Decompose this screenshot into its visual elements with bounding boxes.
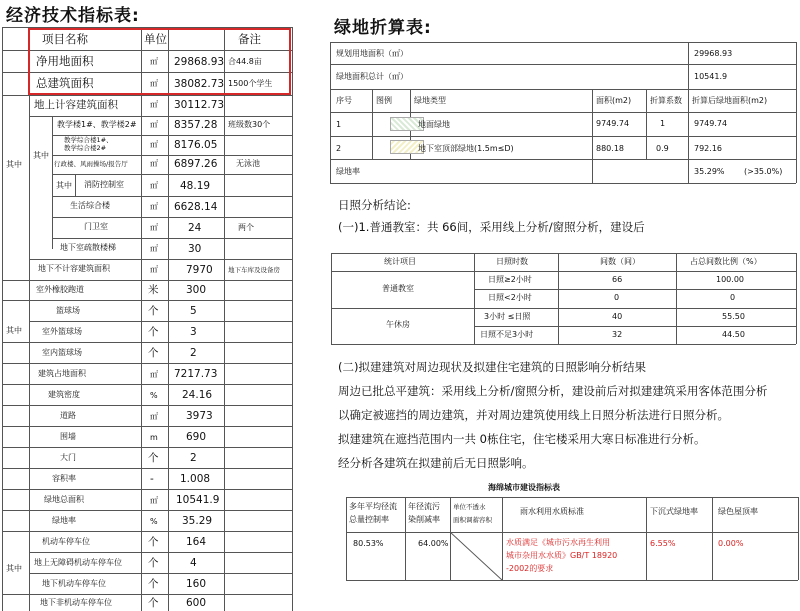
admin-label: 行政楼、风雨操场/报告厅 — [54, 160, 128, 168]
complex-label2: 教学综合楼2# — [64, 144, 107, 152]
net-land-note: 合44.8亩 — [228, 57, 262, 66]
empty-cell-diagonal — [450, 532, 502, 580]
para-line: 拟建建筑在遮挡范围内一共 0栋住宅，住宅楼采用大寒日标准进行分析。 — [338, 432, 706, 446]
unit: 个 — [148, 326, 159, 338]
admin-value: 6897.26 — [174, 158, 218, 170]
unit: ㎡ — [150, 412, 158, 421]
unit: 个 — [148, 578, 159, 590]
cars-label: 机动车停车位 — [42, 537, 90, 546]
unit: ㎡ — [150, 57, 158, 66]
green-total-label: 绿地面积总计（㎡） — [336, 72, 408, 81]
para-line: 经分析各建筑在拟建前后无日照影响。 — [338, 456, 534, 470]
teach-note: 班级数30个 — [228, 120, 271, 129]
row-coef: 0.9 — [656, 144, 669, 153]
complex-value: 8176.05 — [174, 139, 218, 151]
unit: 个 — [148, 557, 159, 569]
sun-hours: 3小时 ≤日照 — [484, 312, 531, 321]
life-label: 生活综合楼 — [70, 201, 110, 210]
sun-ratio: 0 — [730, 293, 736, 302]
sponge-col3b: 面积调蓄容积 — [453, 516, 492, 524]
sun-hours: 日照<2小时 — [488, 293, 532, 302]
wall-label: 围墙 — [60, 432, 76, 441]
econ-title: 经济技术指标表: — [6, 6, 140, 26]
unit: % — [150, 517, 158, 526]
under-label: 地下不计容建筑面积 — [38, 264, 110, 273]
road-label: 道路 — [60, 411, 76, 420]
sun-title: 日照分析结论: — [338, 198, 411, 212]
row-no: 2 — [336, 144, 342, 153]
sponge-v4c: -2002的要求 — [506, 564, 554, 573]
teach-value: 8357.28 — [174, 119, 218, 131]
sun-count: 66 — [612, 275, 623, 284]
unit: - — [150, 473, 154, 485]
non-motor-label: 地下非机动车停车位 — [40, 598, 112, 607]
guard-note: 两个 — [238, 223, 254, 232]
teach-label: 教学楼1#、教学楼2# — [57, 120, 137, 129]
qizhong-2: 其中 — [33, 151, 49, 160]
total-area-label: 总建筑面积 — [36, 76, 94, 90]
net-land-label: 净用地面积 — [36, 54, 94, 68]
col-coef: 折算系数 — [650, 96, 682, 105]
col-area: 面积(m2) — [596, 96, 632, 105]
far-value: 1.008 — [180, 473, 211, 485]
above-label: 地上计容建筑面积 — [34, 99, 118, 111]
sun-col-item: 统计项目 — [384, 257, 416, 266]
sponge-v4a: 水质满足《城市污水再生利用 — [506, 538, 610, 547]
in-basket-label: 室内篮球场 — [42, 348, 82, 357]
track-value: 300 — [186, 284, 207, 296]
sun-col-hours: 日照时数 — [496, 257, 528, 266]
cars-value: 164 — [186, 536, 207, 548]
col-no: 序号 — [336, 96, 352, 105]
footprint-value: 7217.73 — [174, 368, 218, 380]
para-line: 周边已批总平建筑：采用线上分析/窗照分析，建设前后对拟建建筑采用客体范围分析 — [338, 384, 768, 398]
basket-value: 5 — [190, 305, 197, 317]
unit: ㎡ — [150, 79, 158, 88]
sun-item: 普通教室 — [382, 284, 414, 293]
density-label: 建筑密度 — [48, 390, 80, 399]
col-type: 绿地类型 — [414, 96, 446, 105]
col-unit: 单位 — [144, 32, 167, 46]
sun-hours: 日照≥2小时 — [488, 275, 532, 284]
unit: ㎡ — [150, 202, 158, 211]
col-after: 折算后绿地面积(m2) — [692, 96, 768, 105]
unit: ㎡ — [150, 181, 158, 190]
life-value: 6628.14 — [174, 201, 218, 213]
green-label: 绿地总面积 — [44, 495, 84, 504]
sponge-col2b: 染削减率 — [408, 515, 440, 524]
guard-label: 门卫室 — [84, 222, 108, 231]
row-coef: 1 — [660, 119, 666, 128]
unit: ㎡ — [150, 370, 158, 379]
qizhong-4: 其中 — [6, 326, 22, 335]
evac-value: 30 — [188, 243, 202, 255]
sun-ratio: 55.50 — [722, 312, 745, 321]
unit: m — [150, 433, 158, 442]
wall-value: 690 — [186, 431, 207, 443]
row-after: 9749.74 — [694, 119, 728, 128]
in-basket-value: 2 — [190, 347, 197, 359]
para-line: 以确定被遮挡的周边建筑，并对周边建筑使用线上日照分析法进行日照分析。 — [338, 408, 729, 422]
row-type: 地下室顶部绿地(1.5m≤D) — [418, 144, 514, 153]
sponge-col5: 下沉式绿地率 — [650, 507, 698, 516]
far-label: 容积率 — [52, 474, 76, 483]
sun-count: 32 — [612, 330, 623, 339]
out-basket-value: 3 — [190, 326, 197, 338]
unit: ㎡ — [150, 223, 158, 232]
rate-note: (>35.0%) — [744, 167, 783, 176]
unit: 个 — [148, 597, 159, 609]
sponge-col1b: 总量控制率 — [349, 515, 389, 524]
qizhong-3: 其中 — [56, 181, 72, 190]
row-area: 9749.74 — [596, 119, 630, 128]
green-title: 绿地折算表: — [334, 18, 432, 38]
sun-ratio: 44.50 — [722, 330, 745, 339]
sun-ratio: 100.00 — [716, 275, 744, 284]
track-label: 室外橡胶跑道 — [36, 285, 84, 294]
sponge-col2a: 年径流污 — [408, 502, 440, 511]
unit: ㎡ — [150, 159, 158, 168]
barrier-value: 4 — [190, 557, 197, 569]
under-value: 7970 — [186, 264, 213, 276]
row-no: 1 — [336, 120, 342, 129]
sponge-v6: 0.00% — [718, 539, 744, 548]
above-value: 30112.73 — [174, 99, 225, 111]
sponge-title: 海绵城市建设指标表 — [488, 483, 560, 492]
row-type: 地面绿地 — [418, 120, 450, 129]
total-area-value: 38082.73 — [174, 78, 225, 90]
col-legend: 图例 — [376, 96, 392, 105]
gate-value: 2 — [190, 452, 197, 464]
barrier-label: 地上无障碍机动车停车位 — [34, 558, 122, 567]
sponge-v1: 80.53% — [353, 539, 384, 548]
under-note: 地下车库及设备房 — [228, 266, 280, 274]
unit: 个 — [148, 452, 159, 464]
sponge-col4: 雨水利用水质标准 — [520, 507, 584, 516]
total-area-note: 1500个学生 — [228, 79, 273, 88]
row-after: 792.16 — [694, 144, 722, 153]
road-value: 3973 — [186, 410, 213, 422]
rate-label: 绿地率 — [336, 167, 360, 176]
green-rate-label: 绿地率 — [52, 516, 76, 525]
sun-sub: (一)1.普通教室：共 66间，采用线上分析/窗照分析，建设后 — [338, 220, 645, 234]
site-value: 29968.93 — [694, 49, 733, 58]
admin-note: 无泳池 — [236, 159, 260, 168]
sun-count: 0 — [614, 293, 620, 302]
gate-label: 大门 — [60, 453, 76, 462]
sponge-col6: 绿色屋顶率 — [718, 507, 758, 516]
guard-value: 24 — [188, 222, 202, 234]
complex-label1: 教学综合楼1#、 — [64, 136, 113, 144]
qizhong-5: 其中 — [6, 564, 22, 573]
unit: 个 — [148, 347, 159, 359]
net-land-value: 29868.93 — [174, 56, 225, 68]
unit: ㎡ — [150, 244, 158, 253]
qizhong-1: 其中 — [6, 160, 22, 169]
sun-hours: 日照不足3小时 — [480, 330, 534, 339]
sponge-col1a: 多年平均径流 — [349, 502, 397, 511]
unit: ㎡ — [150, 265, 158, 274]
sun-item: 午休房 — [386, 320, 410, 329]
sponge-v2: 64.00% — [418, 539, 449, 548]
evac-label: 地下室疏散楼梯 — [60, 243, 116, 252]
unit: 个 — [148, 536, 159, 548]
non-motor-value: 600 — [186, 597, 207, 609]
out-basket-label: 室外篮球场 — [42, 327, 82, 336]
highlight-box — [28, 28, 291, 95]
unit: ㎡ — [150, 140, 158, 149]
row-area: 880.18 — [596, 144, 624, 153]
fire-value: 48.19 — [180, 180, 211, 192]
basket-label: 篮球场 — [56, 306, 80, 315]
sponge-v4b: 城市杂用水水质》GB/T 18920 — [506, 551, 618, 560]
green-total-value: 10541.9 — [694, 72, 728, 81]
sun-col-count: 间数（间） — [600, 257, 640, 266]
unit: % — [150, 391, 158, 400]
density-value: 24.16 — [182, 389, 213, 401]
sun-col-ratio: 占总间数比例（%） — [690, 257, 762, 266]
sponge-v5: 6.55% — [650, 539, 676, 548]
green-value: 10541.9 — [176, 494, 220, 506]
sponge-col3a: 单位不透水 — [453, 503, 486, 511]
under-car-value: 160 — [186, 578, 207, 590]
fire-label: 消防控制室 — [84, 180, 124, 189]
unit: 米 — [148, 284, 159, 296]
para-line: (二)拟建建筑对周边现状及拟建住宅建筑的日照影响分析结果 — [338, 360, 646, 374]
unit: ㎡ — [150, 100, 158, 109]
col-name: 项目名称 — [42, 32, 88, 46]
rate-value: 35.29% — [694, 167, 725, 176]
site-label: 规划用地面积（㎡） — [336, 49, 408, 58]
sun-count: 40 — [612, 312, 623, 321]
footprint-label: 建筑占地面积 — [38, 369, 86, 378]
col-note: 备注 — [238, 32, 261, 46]
green-rate-value: 35.29 — [182, 515, 213, 527]
under-car-label: 地下机动车停车位 — [42, 579, 106, 588]
unit: ㎡ — [150, 496, 158, 505]
unit: ㎡ — [150, 120, 158, 129]
unit: 个 — [148, 305, 159, 317]
